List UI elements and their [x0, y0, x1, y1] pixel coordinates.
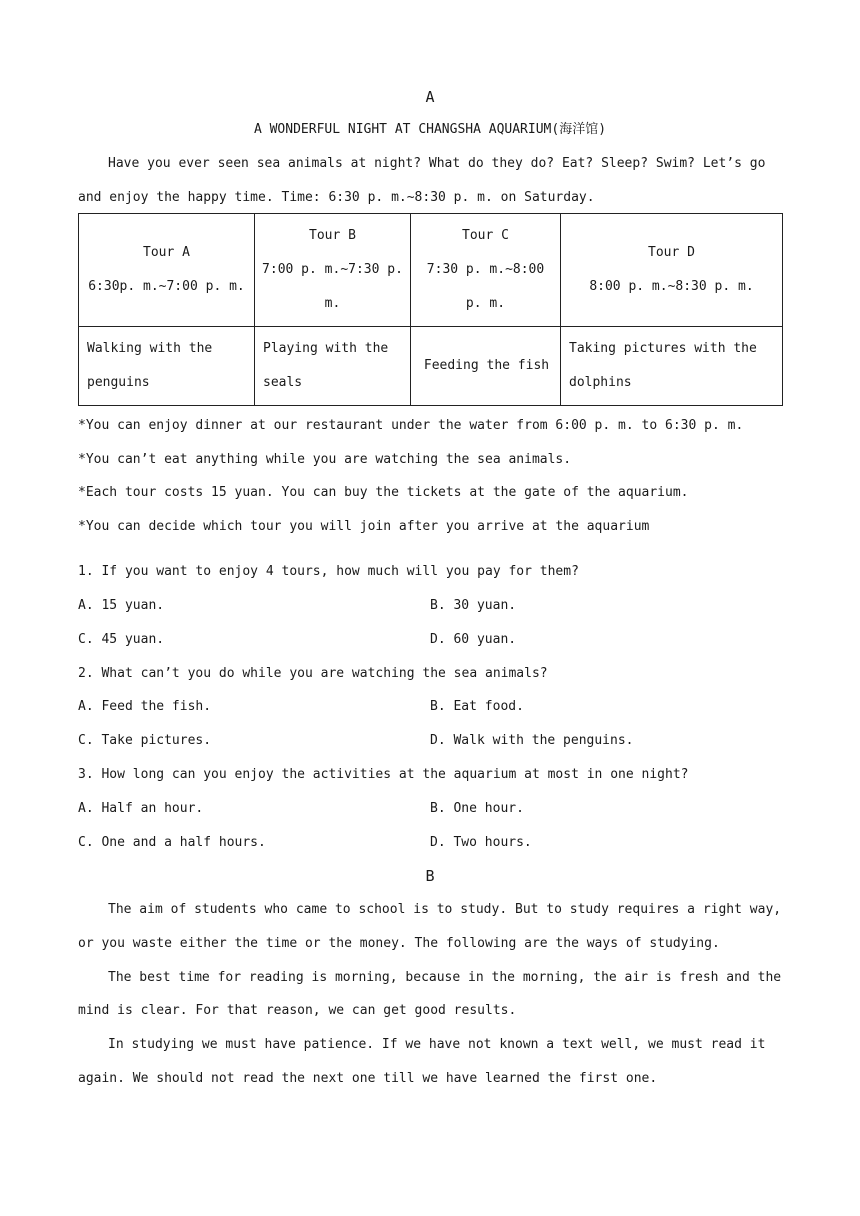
tour-c-activity: Feeding the fish [411, 327, 561, 406]
section-a-title: A WONDERFUL NIGHT AT CHANGSHA AQUARIUM(海洋馆) [253, 122, 607, 137]
section-b-line-6: again. We should not read the next one till we have learned the first one. [78, 1071, 658, 1086]
tour-b-cell [255, 214, 411, 327]
section-a-letter: A [425, 88, 435, 106]
tour-c-time: 7:30 p. m.~8:00 p. m. [426, 262, 545, 311]
tour-d-time: 8:00 p. m.~8:30 p. m. [589, 279, 754, 294]
tour-b-time: 7:00 p. m.~7:30 p. m. [262, 262, 403, 311]
q3-option-d[interactable]: D. Two hours. [430, 835, 532, 850]
q3-option-c[interactable]: C. One and a half hours. [78, 835, 266, 850]
tours-table [78, 213, 783, 406]
tours-activity-row [79, 327, 783, 406]
question-1: 1. If you want to enjoy 4 tours, how much will you pay for them? [78, 564, 579, 579]
section-b-line-4: mind is clear. For that reason, we can get good results. [78, 1003, 517, 1018]
tour-a-name: Tour A [143, 245, 190, 260]
question-3: 3. How long can you enjoy the activities at the aquarium at most in one night? [78, 767, 689, 782]
intro-line-2: and enjoy the happy time. Time: 6:30 p. m.~8:30 p. m. on Saturday. [78, 190, 595, 205]
q1-option-a[interactable]: A. 15 yuan. [78, 598, 165, 613]
q2-option-b[interactable]: B. Eat food. [430, 699, 524, 714]
tour-a-activity: Walking with the penguins [79, 327, 255, 406]
question-2: 2. What can’t you do while you are watching the sea animals? [78, 666, 548, 681]
q3-option-a[interactable]: A. Half an hour. [78, 801, 204, 816]
q2-option-d[interactable]: D. Walk with the penguins. [430, 733, 634, 748]
section-b-line-3: The best time for reading is morning, because in the morning, the air is fresh and the [108, 970, 782, 985]
section-b-line-1: The aim of students who came to school is to study. But to study requires a right way, [108, 902, 782, 917]
note-no-eating: *You can’t eat anything while you are watching the sea animals. [78, 452, 572, 467]
tour-d-activity: Taking pictures with the dolphins [561, 327, 783, 406]
note-dinner: *You can enjoy dinner at our restaurant under the water from 6:00 p. m. to 6:30 p. m. [78, 418, 744, 433]
tour-a-cell [79, 214, 255, 327]
tour-c-name: Tour C [462, 228, 509, 243]
tour-b-name: Tour B [309, 228, 356, 243]
tour-b-activity: Playing with the seals [255, 327, 411, 406]
tour-d-cell [561, 214, 783, 327]
q2-option-a[interactable]: A. Feed the fish. [78, 699, 212, 714]
q1-option-d[interactable]: D. 60 yuan. [430, 632, 517, 647]
intro-line-1: Have you ever seen sea animals at night? What do they do? Eat? Sleep? Swim? Let’s go [108, 156, 766, 171]
tour-a-time: 6:30p. m.~7:00 p. m. [88, 279, 245, 294]
section-b-line-5: In studying we must have patience. If we have not known a text well, we must read it [108, 1037, 766, 1052]
q1-option-b[interactable]: B. 30 yuan. [430, 598, 517, 613]
note-decide: *You can decide which tour you will join after you arrive at the aquarium [78, 519, 650, 534]
note-cost: *Each tour costs 15 yuan. You can buy the tickets at the gate of the aquarium. [78, 485, 689, 500]
q1-option-c[interactable]: C. 45 yuan. [78, 632, 165, 647]
section-b-line-2: or you waste either the time or the money. The following are the ways of studying. [78, 936, 720, 951]
q2-option-c[interactable]: C. Take pictures. [78, 733, 212, 748]
section-b-letter: B [425, 867, 435, 885]
q3-option-b[interactable]: B. One hour. [430, 801, 524, 816]
tour-d-name: Tour D [648, 245, 695, 260]
tour-c-cell [411, 214, 561, 327]
tours-header-row [79, 214, 783, 327]
